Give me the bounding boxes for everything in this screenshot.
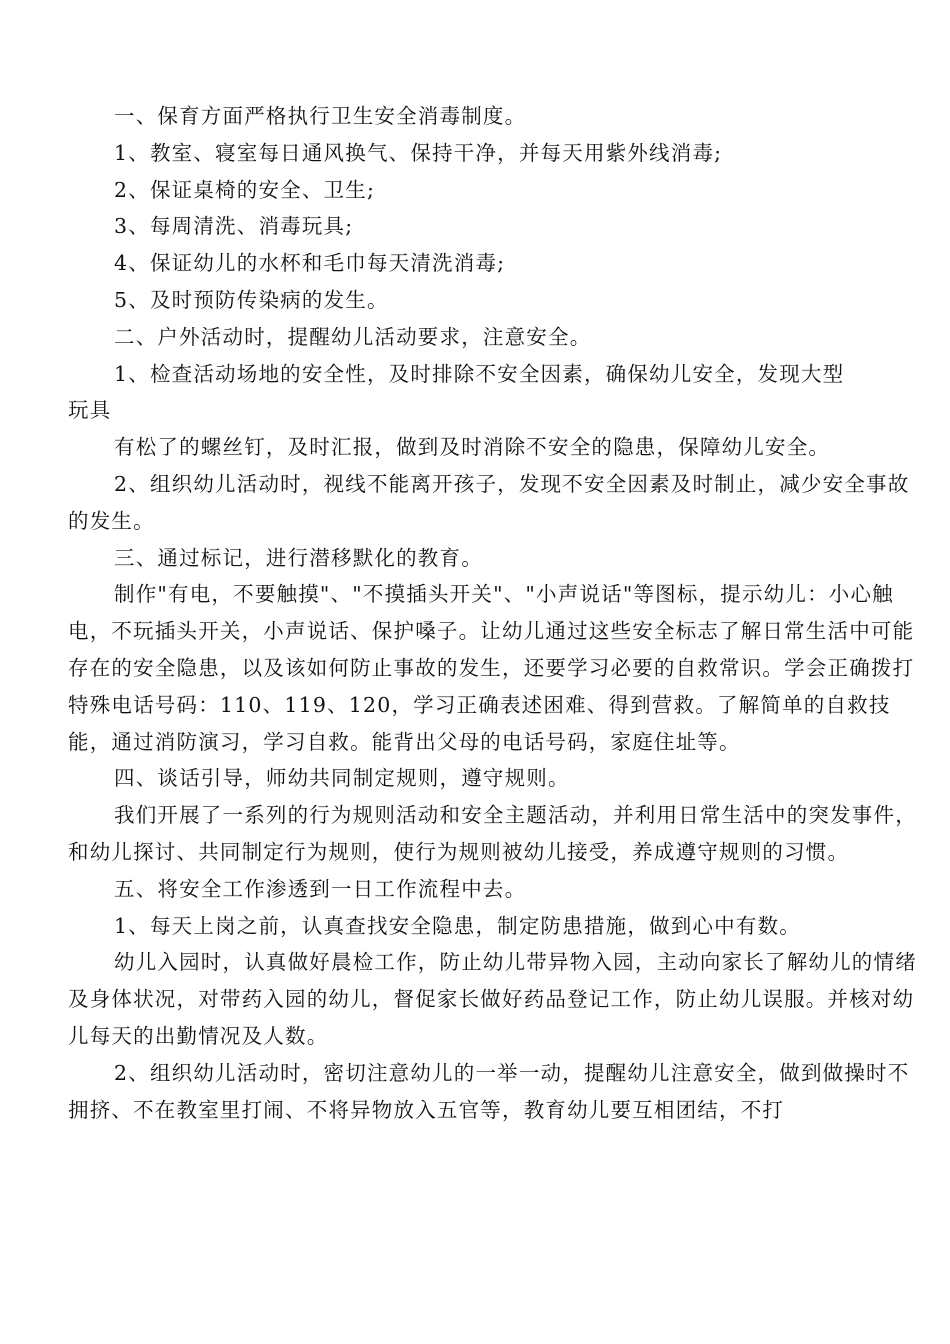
paragraph-5: 4、保证幼儿的水杯和毛巾每天清洗消毒;: [114, 251, 506, 276]
paragraph-10: 有松了的螺丝钉，及时汇报，做到及时消除不安全的隐患，保障幼儿安全。: [114, 435, 831, 460]
paragraph-4: 3、每周清洗、消毒玩具;: [114, 214, 354, 239]
paragraph-3: 2、保证桌椅的安全、卫生;: [114, 177, 376, 202]
paragraph-12: 三、通过标记，进行潜移默化的教育。: [114, 545, 483, 570]
paragraph-16: 五、将安全工作渗透到一日工作流程中去。: [114, 876, 527, 901]
paragraph-15: 我们开展了一系列的行为规则活动和安全主题活动，并利用日常生活中的突发事件，和幼儿探讨、共同制定行为规则，使行为规则被幼儿接受，养成遵守规则的习惯。: [68, 803, 917, 864]
paragraph-2: 1、教室、寝室每日通风换气、保持干净，并每天用紫外线消毒;: [114, 140, 723, 165]
paragraph-1: 一、保育方面严格执行卫生安全消毒制度。: [114, 104, 527, 128]
paragraph-14: 四、谈话引导，师幼共同制定规则，遵守规则。: [114, 766, 570, 791]
paragraph-8: 1、检查活动场地的安全性，及时排除不安全因素，确保幼儿安全，发现大型: [114, 361, 845, 386]
document-body: [68, 98, 924, 1128]
paragraph-18: 幼儿入园时，认真做好晨检工作，防止幼儿带异物入园，主动向家长了解幼儿的情绪及身体状况，对带药入园的幼儿，督促家长做好药品登记工作，防止幼儿误服。并核对幼儿每天的出勤情况及人数。: [68, 950, 917, 1048]
paragraph-7: 二、户外活动时，提醒幼儿活动要求，注意安全。: [114, 324, 592, 349]
paragraph-11: 2、组织幼儿活动时，视线不能离开孩子，发现不安全因素及时制止，减少安全事故的发生。: [68, 471, 910, 533]
paragraph-17: 1、每天上岗之前，认真查找安全隐患，制定防患措施，做到心中有数。: [114, 913, 801, 938]
paragraph-19: 2、组织幼儿活动时，密切注意幼儿的一举一动，提醒幼儿注意安全，做到做操时不拥挤、不在教室里打闹、不将异物放入五官等，教育幼儿要互相团结，不打: [68, 1060, 910, 1122]
paragraph-9: 玩具: [68, 398, 112, 423]
paragraph-13: 制作"有电，不要触摸"、"不摸插头开关"、"小声说话"等图标，提示幼儿：小心触电，不玩插头开关，小声说话、保护嗓子。让幼儿通过这些安全标志了解日常生活中可能存在的安全隐患，以及该如何防止事故的发生，还要学习必要的自救常识。学会正确拨打特殊电话号码：110、119、120，学习正确表述困难、得到营救。了解简单的自救技能，通过消防演习，学习自救。能背出父母的电话号码，家庭住址等。: [68, 582, 915, 754]
paragraph-6: 5、及时预防传染病的发生。: [114, 287, 389, 312]
